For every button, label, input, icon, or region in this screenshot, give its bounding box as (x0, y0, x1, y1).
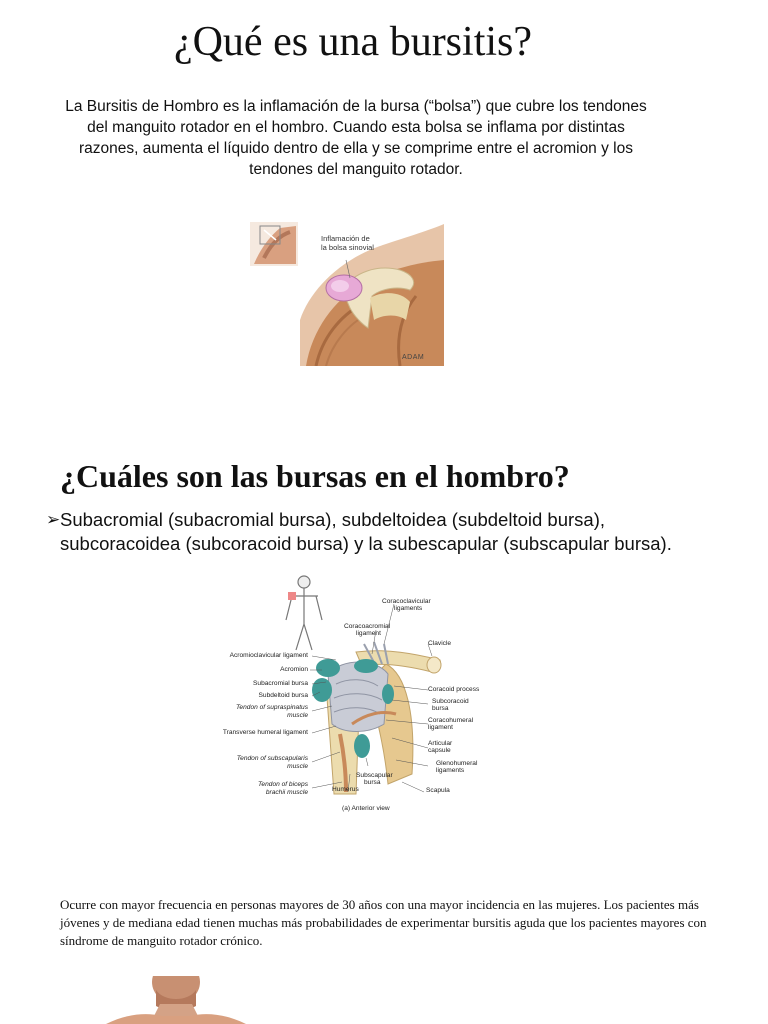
label-scapula: Scapula (426, 787, 450, 794)
label-tendon-biceps-2: brachii muscle (265, 789, 308, 796)
arrow-bullet-icon: ➢ (46, 510, 61, 529)
label-humerus: Humerus (332, 786, 359, 793)
page-title: ¿Qué es una bursitis? (173, 19, 533, 65)
label-coracoid-process: Coracoid process (428, 686, 480, 693)
label-tendon-subscapularis: Tendon of subscapularis (236, 755, 308, 762)
label-acromion: Acromion (280, 666, 308, 673)
label-coracoacromial-2: ligament (356, 630, 381, 637)
label-tendon-subscapularis-2: muscle (287, 763, 308, 770)
label-coracoacromial: Coracoacromial (344, 623, 391, 630)
label-acromioclavicular-ligament: Acromioclavicular ligament (229, 652, 308, 659)
label-transverse-humeral-ligament: Transverse humeral ligament (222, 729, 308, 736)
person-photo (106, 976, 276, 1024)
section-title-bursas: ¿Cuáles son las bursas en el hombro? (60, 458, 570, 494)
label-subacromial-bursa: Subacromial bursa (253, 680, 308, 687)
skeleton-thumbnail (286, 576, 322, 650)
label-coracoclavicular: Coracoclavicular (382, 598, 431, 605)
label-glenohumeral: Glenohumeral (436, 760, 478, 767)
figure1-label-line: la bolsa sinovial (321, 243, 374, 252)
label-articular-2: capsule (428, 747, 451, 754)
label-tendon-biceps: Tendon of biceps (258, 781, 308, 788)
label-subcoracoid-2: bursa (432, 705, 449, 712)
label-subscapular: Subscapular (356, 772, 393, 779)
incidence-paragraph: Ocurre con mayor frecuencia en personas mayores de 30 años con una mayor incidencia en las mujeres. Los pacientes más jóvenes y de mediana edad tienen muchas más probabilidades de experimentar bursitis aguda que los pacientes mayores con síndrome de manguito rotador crónico. (60, 897, 707, 948)
label-subscapular-2: bursa (364, 779, 381, 786)
figure1-label (321, 234, 401, 252)
figure2-caption: (a) Anterior view (342, 805, 390, 812)
label-tendon-supraspinatus: Tendon of supraspinatus (236, 704, 308, 711)
anatomy-drawing (216, 574, 486, 816)
figure1-brand: ADAM (402, 354, 425, 361)
label-coracohumeral-2: ligament (428, 724, 453, 731)
bullet-text: Subacromial (subacromial bursa), subdeltoidea (subdeltoid bursa), subcoracoidea (subcoracoid bursa) y la subescapular (subscapular bursa). (60, 509, 672, 554)
shoulder-anatomy-diagram (216, 574, 486, 816)
label-coracoclavicular-2: ligaments (394, 605, 423, 612)
inset-thumbnail (250, 222, 298, 266)
label-subcoracoid: Subcoracoid (432, 698, 469, 705)
label-articular: Articular (428, 740, 453, 747)
label-clavicle: Clavicle (428, 640, 452, 647)
figure1-label-line: Inflamación de (321, 234, 370, 243)
intro-paragraph: La Bursitis de Hombro es la inflamación de la bursa (“bolsa”) que cubre los tendones del manguito rotador en el hombro. Cuando esta bolsa se inflama por distintas razones, aumenta el líquido dentro de ella y se comprime entre el acromion y los tendones del manguito rotador. (65, 98, 647, 178)
label-coracohumeral: Coracohumeral (428, 717, 474, 724)
label-tendon-supraspinatus-2: muscle (287, 712, 308, 719)
label-glenohumeral-2: ligaments (436, 767, 465, 774)
label-subdeltoid-bursa: Subdeltoid bursa (258, 692, 308, 699)
